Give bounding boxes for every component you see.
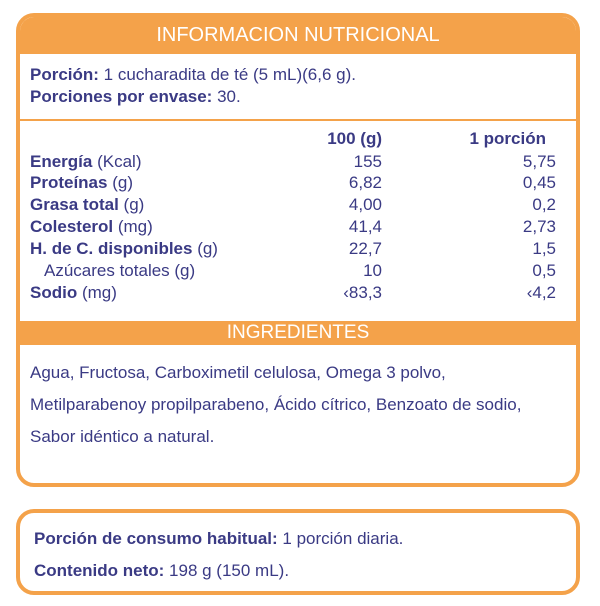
nutrient-unit: (g)	[118, 195, 145, 214]
nutrient-name	[30, 216, 153, 238]
value-per-100g: 4,00	[348, 195, 382, 214]
nutrient-unit: (Kcal)	[92, 152, 142, 171]
value-per-portion: 0,5	[532, 261, 556, 280]
nutrition-table	[20, 121, 576, 321]
nutrient-unit: (g)	[107, 173, 133, 192]
value-per-portion: 5,75	[522, 152, 556, 171]
per-container-line	[30, 86, 566, 108]
table-row	[30, 194, 576, 216]
nutrient-name	[30, 172, 133, 194]
portion-label: Porción:	[30, 65, 99, 84]
table-row	[30, 282, 576, 304]
value-per-portion: 0,2	[532, 195, 556, 214]
nutrient-unit: (mg)	[77, 283, 117, 302]
net-label: Contenido neto:	[34, 561, 165, 580]
nutrient-label: Energía	[30, 152, 93, 171]
nutrient-label: Colesterol	[30, 217, 114, 236]
col-header-100g: 100 (g)	[327, 129, 382, 148]
col-header-portion: 1 porción	[469, 129, 546, 148]
ingredients-title: INGREDIENTES	[20, 321, 576, 345]
value-per-100g: 10	[363, 261, 382, 280]
value-per-100g: 22,7	[348, 239, 382, 258]
net-content-line	[34, 555, 562, 587]
value-per-100g: 41,4	[348, 217, 382, 236]
habitual-line	[34, 523, 562, 555]
consumption-panel	[16, 509, 580, 595]
nutrient-label: Proteínas	[30, 173, 108, 192]
nutrient-label: Sodio	[30, 283, 78, 302]
habitual-label: Porción de consumo habitual:	[34, 529, 278, 548]
nutrient-name	[30, 194, 144, 216]
value-per-portion: 2,73	[522, 217, 556, 236]
ingredients-text: Agua, Fructosa, Carboximetil celulosa, Omega 3 polvo, Metilparabenoy propilparabeno, Ácido cítrico, Benzoato de sodio, Sabor idéntico a natural.	[30, 363, 522, 446]
portion-value: 1 cucharadita de té (5 mL)(6,6 g).	[98, 65, 356, 84]
nutrient-unit: (g)	[192, 239, 218, 258]
table-row	[30, 151, 576, 173]
value-per-portion: 1,5	[532, 239, 556, 258]
per-container-value: 30.	[212, 87, 241, 106]
value-per-portion: 0,45	[522, 173, 556, 192]
nutrient-name	[30, 282, 117, 304]
serving-info	[20, 54, 576, 119]
nutrient-name	[30, 151, 141, 173]
nutrient-label: H. de C. disponibles	[30, 239, 193, 258]
nutrient-name	[30, 238, 218, 260]
nutrient-unit: (mg)	[113, 217, 153, 236]
nutrition-panel	[16, 13, 580, 487]
value-per-portion: ‹4,2	[526, 283, 556, 302]
nutrient-label: Grasa total	[30, 195, 119, 214]
value-per-100g: 6,82	[348, 173, 382, 192]
table-row	[30, 260, 576, 282]
nutrient-name: Azúcares totales (g)	[44, 261, 196, 280]
table-row	[30, 172, 576, 194]
table-row	[30, 216, 576, 238]
table-row	[30, 238, 576, 260]
nutrition-title: INFORMACION NUTRICIONAL	[20, 17, 576, 54]
value-per-100g: ‹83,3	[343, 283, 382, 302]
per-container-label: Porciones por envase:	[30, 87, 213, 106]
value-per-100g: 155	[353, 152, 382, 171]
habitual-value: 1 porción diaria.	[277, 529, 404, 548]
portion-line	[30, 64, 566, 86]
net-value: 198 g (150 mL).	[164, 561, 290, 580]
